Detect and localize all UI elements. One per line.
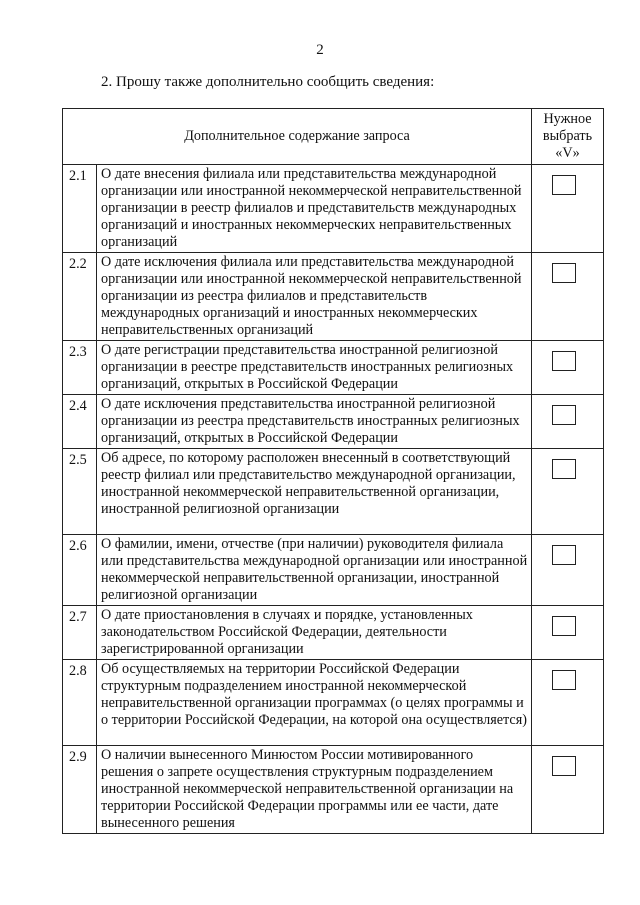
row-number: 2.3: [63, 341, 97, 395]
row-description: О дате регистрации представительства иностранной религиозной организации в реестре представительств иностранных религиозных организаций, открытых в Российской Федерации: [97, 341, 532, 395]
select-checkbox[interactable]: [552, 405, 576, 425]
select-cell: [532, 165, 604, 253]
table-row: [63, 660, 604, 746]
page-number: 2: [316, 42, 324, 58]
row-number: 2.6: [63, 535, 97, 606]
row-description: О дате исключения филиала или представительства международной организации или иностранной некоммерческой неправительственной организации из реестра филиалов и представительств международных организаций и иностранных некоммерческих неправительственных организаций: [97, 253, 532, 341]
table-row: [63, 606, 604, 660]
select-cell: [532, 535, 604, 606]
row-number: 2.1: [63, 165, 97, 253]
select-checkbox[interactable]: [552, 263, 576, 283]
select-checkbox[interactable]: [552, 616, 576, 636]
select-cell: [532, 341, 604, 395]
select-checkbox[interactable]: [552, 670, 576, 690]
row-number: 2.2: [63, 253, 97, 341]
header-choose-line: выбрать: [542, 128, 593, 144]
header-choose-line: Нужное: [543, 111, 592, 127]
select-cell: [532, 449, 604, 535]
table-row: [63, 253, 604, 341]
row-description: О дате внесения филиала или представительства международной организации или иностранной некоммерческой неправительственной организации в реестр филиалов и представительств международных организаций и иностранных некоммерческих неправительственных организаций: [97, 165, 532, 253]
intro-text: 2. Прошу также дополнительно сообщить сведения:: [101, 74, 435, 90]
row-number: 2.9: [63, 746, 97, 834]
select-cell: [532, 253, 604, 341]
row-description: О дате приостановления в случаях и порядке, установленных законодательством Российской Федерации, деятельности зарегистрированной организации: [97, 606, 532, 660]
table-row: [63, 535, 604, 606]
select-checkbox[interactable]: [552, 545, 576, 565]
table-header-row: [63, 109, 604, 165]
select-checkbox[interactable]: [552, 175, 576, 195]
row-number: 2.7: [63, 606, 97, 660]
row-number: 2.5: [63, 449, 97, 535]
request-table: [62, 108, 604, 834]
header-content: Дополнительное содержание запроса: [63, 109, 532, 165]
table-row: [63, 746, 604, 834]
row-description: Об осуществляемых на территории Российской Федерации структурным подразделением иностранной некоммерческой неправительственной организации программах (о целях программы и о территории Российской Федерации, на которой она осуществляется): [97, 660, 532, 746]
select-cell: [532, 606, 604, 660]
select-checkbox[interactable]: [552, 351, 576, 371]
row-description: Об адресе, по которому расположен внесенный в соответствующий реестр филиал или представительство международной организации, иностранной некоммерческой неправительственной организации, иностранной религиозной организации: [97, 449, 532, 535]
row-description: О дате исключения представительства иностранной религиозной организации из реестра представительств иностранных религиозных организаций, открытых в Российской Федерации: [97, 395, 532, 449]
select-cell: [532, 746, 604, 834]
select-cell: [532, 660, 604, 746]
table-row: [63, 395, 604, 449]
table-row: [63, 341, 604, 395]
select-checkbox[interactable]: [552, 756, 576, 776]
row-number: 2.8: [63, 660, 97, 746]
row-description: О фамилии, имени, отчестве (при наличии) руководителя филиала или представительства международной организации или иностранной некоммерческой неправительственной организации, иностранной религиозной организации: [97, 535, 532, 606]
row-number: 2.4: [63, 395, 97, 449]
header-choose-line: «V»: [555, 145, 580, 161]
header-choose: [532, 109, 604, 165]
select-cell: [532, 395, 604, 449]
table-row: [63, 165, 604, 253]
row-description: О наличии вынесенного Минюстом России мотивированного решения о запрете осуществления структурным подразделением иностранной некоммерческой неправительственной организации на территории Российской Федерации программы или ее части, дате вынесенного решения: [97, 746, 532, 834]
table-row: [63, 449, 604, 535]
select-checkbox[interactable]: [552, 459, 576, 479]
